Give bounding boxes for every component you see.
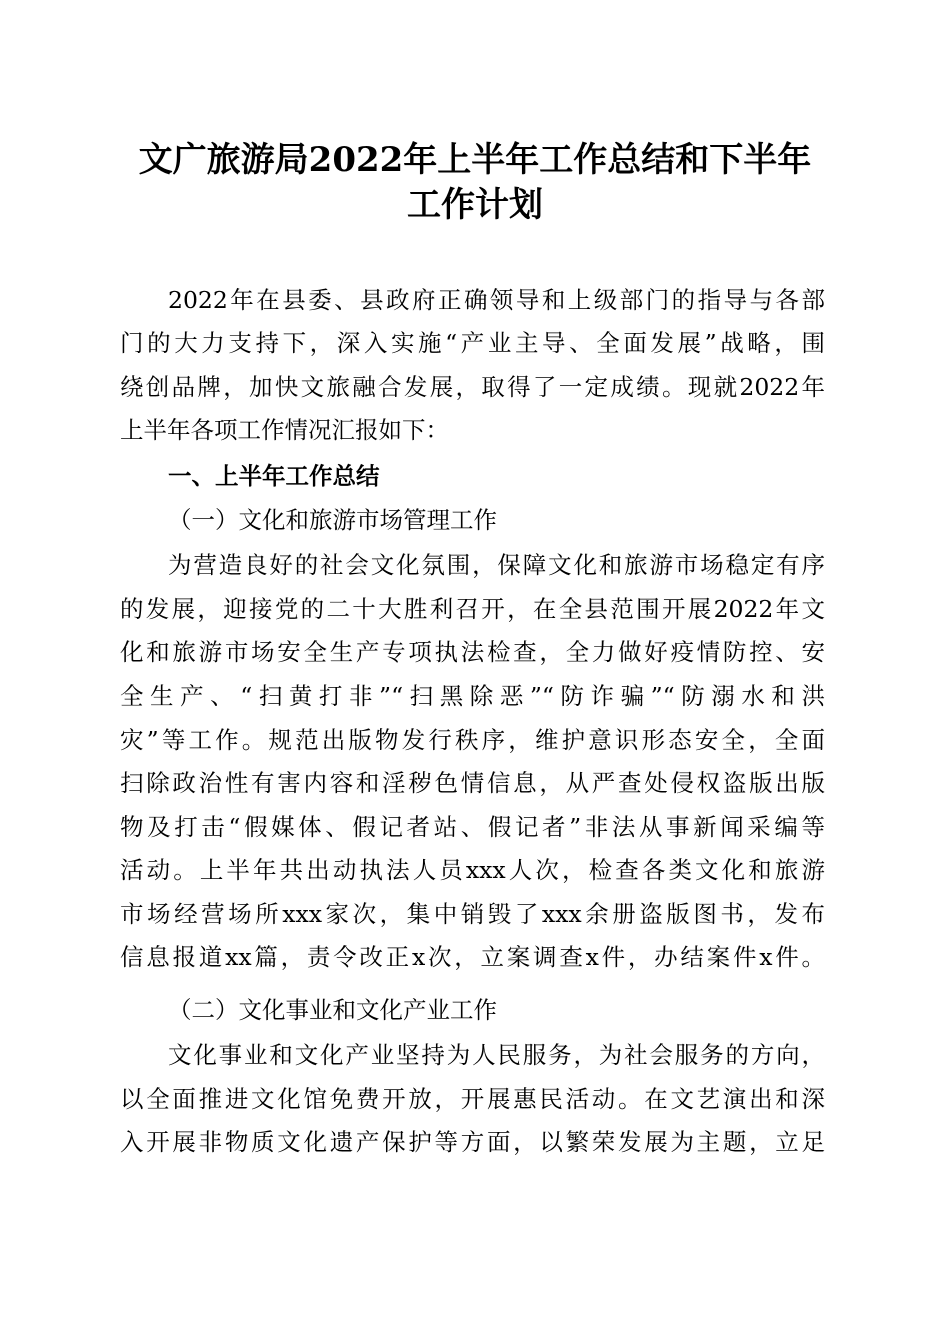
text-line: 全生产、“扫黄打非”“扫黑除恶”“防诈骗”“防溺水和洪 (120, 682, 825, 710)
text-line: 2022年在县委、县政府正确领导和上级部门的指导与各部 (168, 286, 825, 314)
text-line: 上半年各项工作情况汇报如下： (120, 416, 449, 444)
text-line: 入开展非物质文化遗产保护等方面，以繁荣发展为主题，立足 (120, 1128, 825, 1156)
text-line: 文化事业和文化产业坚持为人民服务，为社会服务的方向， (168, 1041, 825, 1069)
subsection-heading: （二）文化事业和文化产业工作 (168, 996, 497, 1024)
text-line: 绕创品牌，加快文旅融合发展，取得了一定成绩。现就2022年 (120, 373, 825, 401)
text-line: 化和旅游市场安全生产专项执法检查，全力做好疫情防控、安 (120, 638, 825, 666)
text-line: 的发展，迎接党的二十大胜利召开，在全县范围开展2022年文 (120, 595, 825, 623)
subsection-heading: （一）文化和旅游市场管理工作 (168, 506, 497, 534)
title-line: 工作计划 (407, 185, 543, 225)
text-line: 信息报道xx篇，责令改正x次，立案调查x件，办结案件x件。 (120, 943, 825, 971)
text-line: 为营造良好的社会文化氛围，保障文化和旅游市场稳定有序 (168, 551, 825, 579)
text-line: 灾”等工作。规范出版物发行秩序，维护意识形态安全，全面 (120, 726, 825, 754)
text-line: 物及打击“假媒体、假记者站、假记者”非法从事新闻采编等 (120, 813, 825, 841)
text-line: 市场经营场所xxx家次，集中销毁了xxx余册盗版图书，发布 (120, 900, 825, 928)
title-line: 文广旅游局2022年上半年工作总结和下半年 (138, 140, 812, 180)
text-line: 以全面推进文化馆免费开放，开展惠民活动。在文艺演出和深 (120, 1085, 825, 1113)
text-line: 活动。上半年共出动执法人员xxx人次，检查各类文化和旅游 (120, 856, 825, 884)
section-heading: 一、上半年工作总结 (168, 462, 380, 490)
text-line: 扫除政治性有害内容和淫秽色情信息，从严查处侵权盗版出版 (120, 769, 825, 797)
text-line: 门的大力支持下，深入实施“产业主导、全面发展”战略，围 (120, 329, 825, 357)
